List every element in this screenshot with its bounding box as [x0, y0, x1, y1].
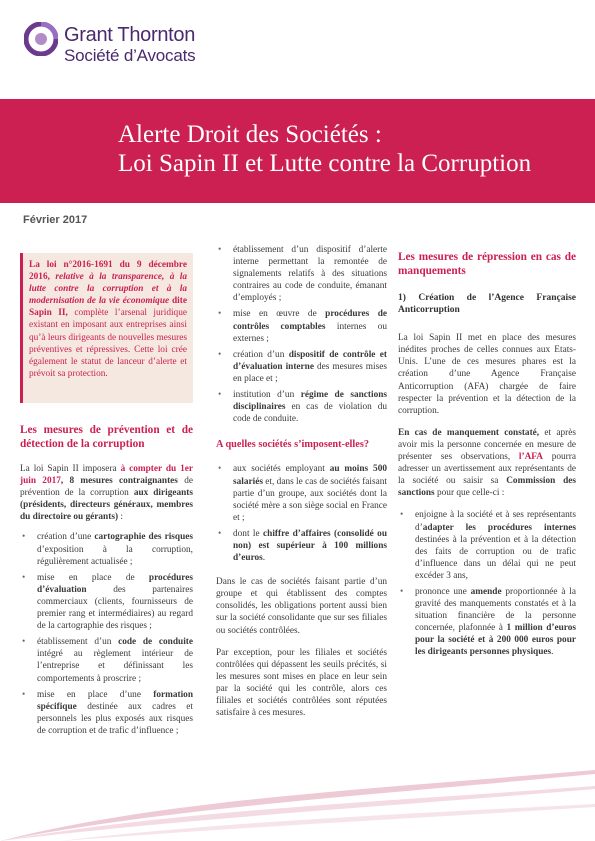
page-title — [118, 120, 531, 178]
list-item: • création d’un dispositif de contrôle et d’évaluation interne des mesures mises en place et ; — [216, 349, 387, 385]
prevention-list — [20, 531, 193, 737]
title-line-1: Alerte Droit des Sociétés : — [118, 121, 382, 148]
scope-list — [216, 463, 387, 564]
list-item: • mise en place de procédures d’évaluation des partenaires commerciaux (clients, fournisseurs de premier rang et intermédiaires) au regard de la cartographie des risques ; — [20, 572, 193, 632]
title-line-2: Loi Sapin II et Lutte contre la Corruption — [118, 150, 532, 177]
sanctions-paragraph: En cas de manquement constaté, et après avoir mis la personne concernée en mesure de présenter ses observations, l’AFA pourra adresser un avertissement aux représentants de la société ou saisir sa Commission des sanctions pour que celle-ci : — [398, 427, 577, 499]
measures-list-continued — [216, 244, 387, 425]
list-item: • prononce une amende proportionnée à la gravité des manquements constatés et à la situation financière de la personne concernée, plafonnée à 1 million d’euros pour la société et à 200 000 euros pour les dirigeants personnes physiques. — [398, 586, 576, 659]
intro-law-ref: La loi n°2016-1691 du 9 décembre 2016, — [29, 260, 187, 283]
group-paragraph: Dans le cas de sociétés faisant partie d’un groupe et qui établissent des comptes consolidés, les obligations portent aussi bien sur la société consolidante que sur ses filiales ou sociétés contrôlées. — [216, 577, 387, 636]
intro-text: complète l’arsenal juridique existant en imposant aux entreprises ainsi qu’à leurs dirigeants de nouvelles mesures préventives et répressives. Cette loi crée également le statut de lanceur d’alerte et prévoit sa protection. — [29, 308, 187, 379]
decorative-swoosh — [0, 760, 595, 841]
afa-subheading: 1) Création de l’Agence Française Anticorruption — [398, 293, 576, 316]
intro-sapin: dite Sapin II, — [29, 296, 187, 319]
deadline: à compter du 1er juin 2017 — [20, 464, 194, 487]
section-prevention-intro: La loi Sapin II imposera à compter du 1er juin 2017, 8 mesures contraignantes de prévention de la corruption aux dirigeants (présidents, directeurs généraux, membres du directoire ou gérants) : — [20, 464, 194, 523]
exception-paragraph: Par exception, pour les filiales et sociétés contrôlées qui dépassent les seuils précités, si les mesures sont mises en place en leur sein par la société qui les contrôle, alors ces filiales et sociétés contrôlées sont réputées satisfaire à ces mesures. — [216, 647, 387, 719]
intro-law-title: relative à la transparence, à la lutte contre la corruption et à la modernisation de la vie économique — [29, 272, 188, 307]
list-item: • mise en place d’une formation spécifique destinée aux cadres et personnels les plus exposés aux risques de corruption et de trafic d’influence ; — [20, 689, 193, 737]
list-item: • enjoigne à la société et à ses représentants d’adapter les procédures internes destinées à la prévention et à la détection des faits de corruption ou de trafic d’influence dans un délai qui ne peut excéder 3 ans, — [398, 509, 576, 582]
publication-date: Février 2017 — [23, 214, 88, 226]
list-item: • institution d’un régime de sanctions disciplinaires en cas de violation du code de conduite. — [216, 389, 387, 425]
intro-box — [20, 253, 193, 403]
grant-thornton-logo-icon — [24, 22, 58, 56]
section-prevention — [20, 423, 193, 741]
list-item: • aux sociétés employant au moins 500 salariés et, dans le cas de sociétés faisant partie d’un groupe, aux sociétés dont la société mère a son siège social en France et ; — [216, 463, 387, 523]
brand-name: Grant Thornton — [64, 24, 196, 46]
list-item: • établissement d’un code de conduite intégré au règlement intérieur de l’entreprise et définissant les comportements à proscrire ; — [20, 636, 193, 684]
brand-subtitle: Société d’Avocats — [64, 46, 196, 65]
list-item: • dont le chiffre d’affaires (consolidé ou non) est supérieur à 100 millions d’euros. — [216, 528, 387, 564]
section-prevention-heading: Les mesures de prévention et de détection de la corruption — [20, 424, 193, 450]
afa-paragraph: La loi Sapin II met en place des mesures inédites proches de celles connues aux Etats-Unis. L’une de ces mesures phares est la création d’une Agence Française Anticorruption (AFA) chargée de faire respecter la prévention et la détection de la corruption. — [398, 333, 576, 416]
column-2 — [216, 244, 387, 719]
scope-heading: A quelles sociétés s’imposent-elles? — [216, 439, 370, 451]
list-item: • mise en œuvre de procédures de contrôles comptables internes ou externes ; — [216, 308, 387, 344]
repression-heading: Les mesures de répression en cas de manquements — [398, 251, 576, 277]
column-3 — [398, 250, 576, 663]
sanctions-list — [398, 509, 576, 658]
list-item: • création d’une cartographie des risques d’exposition à la corruption, régulièrement actualisée ; — [20, 531, 193, 567]
list-item: • établissement d’un dispositif d’alerte interne permettant la remontée de signalements relatifs à des situations contraires au code de conduite, émanant d’employés ; — [216, 244, 387, 304]
